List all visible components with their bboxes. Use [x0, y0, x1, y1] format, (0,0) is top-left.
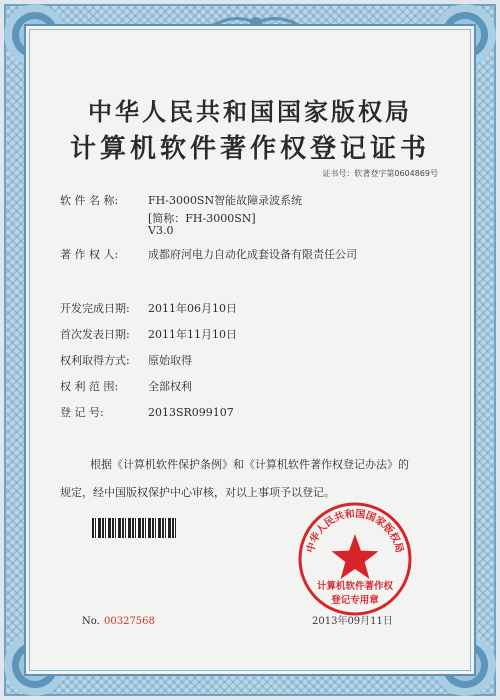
acquisition-value: 原始取得 [148, 354, 192, 367]
registration-row [60, 406, 234, 420]
publish-date-value: 2011年11月10日 [148, 328, 237, 341]
scope-label: 权 利 范 围: [60, 380, 119, 393]
software-name-label: 软 件 名 称: [60, 194, 119, 207]
serial-number: 00327568 [104, 616, 155, 627]
scope-value: 全部权利 [148, 380, 192, 393]
serial-label: No. [82, 616, 100, 627]
barcode [92, 518, 176, 538]
statement-line-2: 规定，经中国版权保护中心审核，对以上事项予以登记。 [60, 486, 335, 499]
acquisition-row [60, 354, 192, 368]
software-name-value: FH-3000SN智能故障录波系统 [148, 194, 303, 207]
issue-date: 2013年09月11日 [312, 616, 393, 627]
scope-row [60, 380, 192, 394]
version: V3.0 [148, 224, 174, 237]
seal-center-text-1: 计算机软件著作权 [316, 581, 393, 592]
certificate-number: 证书号：软著登字第0604869号 [322, 169, 438, 178]
short-name: [简称：FH-3000SN] [148, 212, 256, 225]
owner-value: 成都府河电力自动化成套设备有限责任公司 [148, 248, 357, 261]
seal-center-text-2: 登记专用章 [331, 595, 379, 606]
publish-date-label: 首次发表日期: [60, 328, 130, 341]
software-name-row [60, 194, 302, 208]
completion-date-value: 2011年06月10日 [148, 302, 237, 315]
certificate-title: 计算机软件著作权登记证书 [69, 134, 430, 164]
registration-label: 登 记 号: [60, 406, 104, 419]
completion-date-label: 开发完成日期: [60, 302, 130, 315]
acquisition-label: 权利取得方式: [60, 354, 130, 367]
seal-ring-text: 中华人民共和国国家版权局 [305, 508, 405, 554]
publish-date-row [60, 328, 237, 342]
issuer-title: 中华人民共和国国家版权局 [88, 97, 412, 126]
registration-value: 2013SR099107 [148, 406, 234, 419]
owner-row [60, 248, 357, 262]
statement-line-1: 根据《计算机软件保护条例》和《计算机软件著作权登记办法》的 [90, 458, 409, 471]
star-icon [332, 534, 379, 579]
completion-date-row [60, 302, 237, 316]
owner-label: 著 作 权 人: [60, 248, 119, 261]
